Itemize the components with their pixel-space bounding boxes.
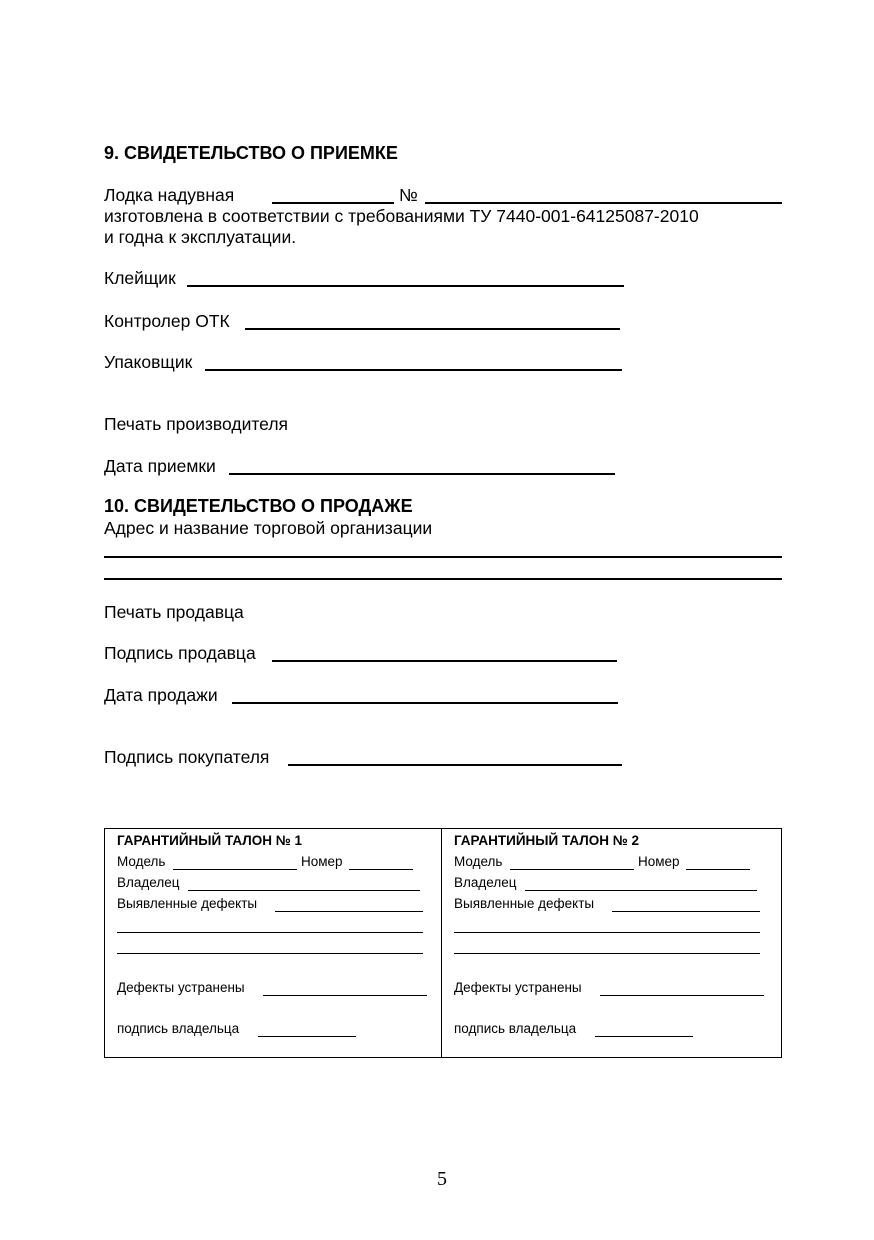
- coupon-title: ГАРАНТИЙНЫЙ ТАЛОН № 1: [117, 833, 303, 848]
- acceptance-date-label: Дата приемки: [104, 456, 216, 476]
- defects-label: Выявленные дефекты: [117, 896, 258, 911]
- defects-field[interactable]: [612, 911, 760, 912]
- defects-field-3[interactable]: [454, 953, 760, 954]
- number-field[interactable]: [686, 869, 750, 870]
- sale-heading: 10. СВИДЕТЕЛЬСТВО О ПРОДАЖЕ: [104, 496, 413, 516]
- address-field-2[interactable]: [104, 578, 782, 580]
- number-label: Номер: [301, 854, 343, 869]
- acceptance-heading: 9. СВИДЕТЕЛЬСТВО О ПРИЕМКЕ: [104, 143, 398, 163]
- otk-label: Контролер ОТК: [104, 311, 230, 331]
- owner-sign-label: подпись владельца: [454, 1021, 577, 1036]
- model-field[interactable]: [510, 869, 634, 870]
- warranty-table: [104, 828, 782, 1058]
- fixed-field[interactable]: [600, 995, 764, 996]
- buyer-sign-field[interactable]: [288, 764, 622, 766]
- boat-number-field[interactable]: [425, 202, 782, 204]
- page-number: 5: [437, 1168, 447, 1190]
- sale-date-field[interactable]: [232, 702, 618, 704]
- warranty-coupon-1: [105, 829, 441, 1057]
- model-label: Модель: [454, 854, 503, 869]
- conformity-text: изготовлена в соответствии с требованиями ТУ 7440-001-64125087-2010: [104, 206, 699, 226]
- seller-sign-label: Подпись продавца: [104, 643, 256, 663]
- otk-field[interactable]: [245, 328, 620, 330]
- address-label: Адрес и название торговой организации: [104, 518, 433, 538]
- owner-label: Владелец: [117, 875, 180, 890]
- owner-sign-label: подпись владельца: [117, 1021, 240, 1036]
- manufacturer-stamp-label: Печать производителя: [104, 414, 289, 434]
- defects-field-2[interactable]: [454, 932, 760, 933]
- defects-label: Выявленные дефекты: [454, 896, 595, 911]
- buyer-sign-label: Подпись покупателя: [104, 747, 270, 767]
- fixed-label: Дефекты устранены: [454, 980, 582, 995]
- sale-date-label: Дата продажи: [104, 685, 218, 705]
- boat-label: Лодка надувная: [104, 185, 235, 205]
- number-label: №: [399, 185, 418, 205]
- seller-sign-field[interactable]: [272, 660, 617, 662]
- warranty-coupon-2: [442, 829, 778, 1057]
- packer-label: Упаковщик: [104, 352, 193, 372]
- boat-type-field[interactable]: [272, 202, 394, 204]
- owner-field[interactable]: [188, 890, 420, 891]
- fixed-field[interactable]: [263, 995, 427, 996]
- owner-label: Владелец: [454, 875, 517, 890]
- fixed-label: Дефекты устранены: [117, 980, 245, 995]
- acceptance-date-field[interactable]: [229, 473, 615, 475]
- fitness-text: и годна к эксплуатации.: [104, 227, 297, 247]
- address-field-1[interactable]: [104, 556, 782, 558]
- gluer-field[interactable]: [187, 285, 624, 287]
- packer-field[interactable]: [205, 369, 622, 371]
- defects-field-2[interactable]: [117, 932, 423, 933]
- gluer-label: Клейщик: [104, 268, 176, 288]
- defects-field-3[interactable]: [117, 953, 423, 954]
- number-label: Номер: [638, 854, 680, 869]
- defects-field[interactable]: [275, 911, 423, 912]
- owner-sign-field[interactable]: [595, 1036, 693, 1037]
- owner-sign-field[interactable]: [258, 1036, 356, 1037]
- number-field[interactable]: [349, 869, 413, 870]
- model-field[interactable]: [173, 869, 297, 870]
- coupon-title: ГАРАНТИЙНЫЙ ТАЛОН № 2: [454, 833, 640, 848]
- owner-field[interactable]: [525, 890, 757, 891]
- model-label: Модель: [117, 854, 166, 869]
- seller-stamp-label: Печать продавца: [104, 602, 244, 622]
